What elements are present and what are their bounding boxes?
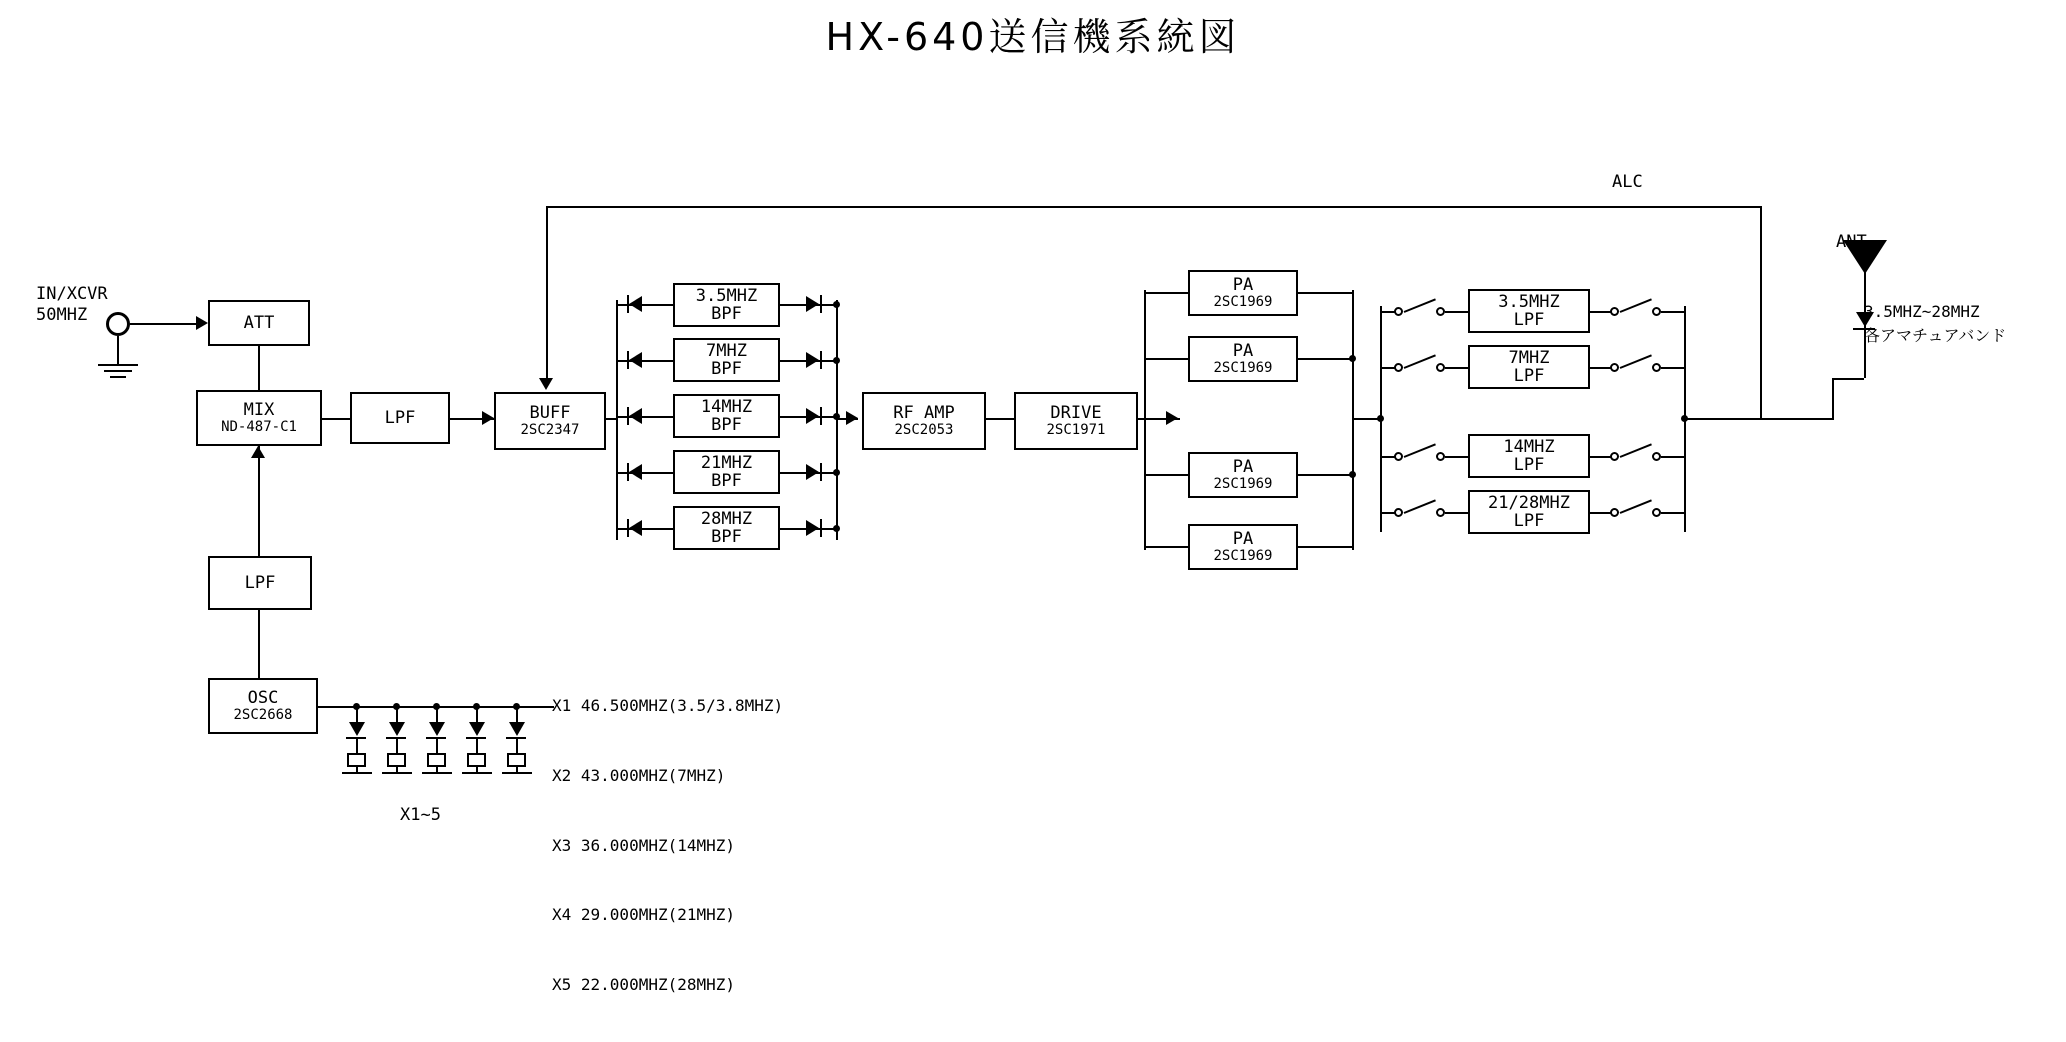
diode-icon-1 (349, 722, 365, 736)
diode-bar-bpf-in-3 (627, 407, 629, 425)
wire-lpfsw-out-1b (1661, 311, 1684, 313)
arrow-drive-pa (1166, 411, 1178, 425)
diode-bar-bpf-out-1 (820, 295, 822, 313)
diode-icon-bpf-out-3 (806, 408, 819, 424)
wire-rfamp-drive (986, 418, 1014, 420)
switch-node-in-2a[interactable] (1394, 363, 1403, 372)
switch-node-out-3b[interactable] (1652, 452, 1661, 461)
wire-lpfsw-in-3b (1445, 456, 1468, 458)
switch-arm-in-4[interactable] (1404, 499, 1436, 514)
wire-lpfsw-out-2b (1661, 367, 1684, 369)
crystal-list-item-2: X2 43.000MHZ(7MHZ) (552, 765, 726, 785)
wire-lpfsw-in-4b (1445, 512, 1468, 514)
wire-alc-tap (1760, 206, 1762, 418)
crystal-list-item-3: X3 36.000MHZ(14MHZ) (552, 835, 736, 855)
switch-node-out-4a[interactable] (1610, 508, 1619, 517)
block-lpf-osc[interactable]: LPF (208, 556, 312, 610)
wire-pa-out-1 (1298, 292, 1352, 294)
crystal-icon-3 (427, 753, 446, 767)
diode-bar-bpf-in-2 (627, 351, 629, 369)
switch-node-in-1a[interactable] (1394, 307, 1403, 316)
wire-att-mix (258, 346, 260, 390)
switch-node-in-3b[interactable] (1436, 452, 1445, 461)
diode-icon-bpf-out-1 (806, 296, 819, 312)
wire-lpfsw-out-3a (1590, 456, 1612, 458)
wire-bpf-in-5 (616, 528, 673, 530)
wire-mix-lpfosc (258, 446, 260, 556)
diode-bar-bpf-out-3 (820, 407, 822, 425)
block-bpf-21[interactable]: 21MHZ BPF (673, 450, 780, 494)
arrow-lpfosc-mix (251, 446, 265, 458)
wire-mix-lpf (322, 418, 350, 420)
antenna-band-note (1864, 300, 2006, 348)
crystal-lead-2 (396, 767, 398, 772)
block-lpf-3p5[interactable]: 3.5MHZ LPF (1468, 289, 1590, 333)
switch-node-in-3a[interactable] (1394, 452, 1403, 461)
wire-alc-buff (546, 206, 548, 378)
ground-icon-bar2 (104, 370, 132, 372)
crystal-plate-2 (382, 772, 412, 774)
wire-lpfsw-out-4b (1661, 512, 1684, 514)
node-bpf-out-2 (833, 357, 840, 364)
page-title: HX-640送信機系統図 (825, 15, 1241, 59)
diode-icon-bpf-out-2 (806, 352, 819, 368)
block-buff[interactable]: BUFF 2SC2347 (494, 392, 606, 450)
wire-lpfsw-out-2a (1590, 367, 1612, 369)
wire-lpfsw-out-1a (1590, 311, 1612, 313)
diode-icon-bpf-out-4 (806, 464, 819, 480)
switch-node-in-2b[interactable] (1436, 363, 1445, 372)
input-connector-icon (106, 312, 130, 336)
crystal-icon-1 (347, 753, 366, 767)
diode-bar-bpf-in-1 (627, 295, 629, 313)
diode-icon-bpf-in-3 (629, 408, 642, 424)
node-pa-out-3 (1349, 471, 1356, 478)
crystal-list-item-1: X1 46.500MHZ(3.5/3.8MHZ) (552, 696, 784, 716)
block-pa-4[interactable]: PA 2SC1969 (1188, 524, 1298, 570)
switch-arm-out-1[interactable] (1620, 298, 1652, 313)
wire-lpfsw-in-2b (1445, 367, 1468, 369)
block-pa-3[interactable]: PA 2SC1969 (1188, 452, 1298, 498)
arrow-input-att (196, 316, 208, 330)
arrow-alc-buff (539, 378, 553, 390)
diode-icon-bpf-in-5 (629, 520, 642, 536)
switch-arm-out-2[interactable] (1620, 354, 1652, 369)
diode-bar-bpf-out-2 (820, 351, 822, 369)
block-bpf-28[interactable]: 28MHZ BPF (673, 506, 780, 550)
ant-label-visible: ANT (1836, 232, 1867, 252)
switch-node-out-1b[interactable] (1652, 307, 1661, 316)
antenna-band-note-line1: 3.5MHZ~28MHZ (1864, 302, 1980, 321)
crystal-plate-4 (462, 772, 492, 774)
wire-pa-in-2 (1144, 358, 1188, 360)
block-pa-1[interactable]: PA 2SC1969 (1188, 270, 1298, 316)
switch-arm-in-2[interactable] (1404, 354, 1436, 369)
alc-label: ALC (1612, 172, 1643, 192)
crystal-plate-5 (502, 772, 532, 774)
wire-lpfsw-out-4a (1590, 512, 1612, 514)
wire-lpfsw-out-3b (1661, 456, 1684, 458)
wire-bpf-in-2 (616, 360, 673, 362)
block-lpf-14[interactable]: 14MHZ LPF (1468, 434, 1590, 478)
xtal-stem-1b (356, 737, 358, 753)
diode-icon-bpf-in-2 (629, 352, 642, 368)
switch-node-out-2b[interactable] (1652, 363, 1661, 372)
xtal-stem-2b (396, 737, 398, 753)
switch-arm-in-1[interactable] (1404, 298, 1436, 313)
crystal-icon-4 (467, 753, 486, 767)
switch-arm-in-3[interactable] (1404, 443, 1436, 458)
bpf-output-bus (836, 300, 838, 540)
block-bpf-3p5[interactable]: 3.5MHZ BPF (673, 283, 780, 327)
block-lpf-7[interactable]: 7MHZ LPF (1468, 345, 1590, 389)
diode-icon-bpf-in-1 (629, 296, 642, 312)
diode-bar-bpf-out-4 (820, 463, 822, 481)
wire-pa-lpfbank (1352, 418, 1380, 420)
arrow-bpf-rfamp (846, 411, 858, 425)
wire-bpf-in-3 (616, 416, 673, 418)
crystal-list (552, 648, 783, 1042)
diode-icon-2 (389, 722, 405, 736)
crystal-lead-1 (356, 767, 358, 772)
arrow-lpf-buff (482, 411, 494, 425)
block-att[interactable]: ATT (208, 300, 310, 346)
diode-bar-bpf-in-4 (627, 463, 629, 481)
wire-ant-riser (1832, 378, 1834, 418)
wire-pa-in-4 (1144, 546, 1188, 548)
block-osc[interactable]: OSC 2SC2668 (208, 678, 318, 734)
diode-icon-bpf-in-4 (629, 464, 642, 480)
crystal-lead-4 (476, 767, 478, 772)
xtal-stem-4b (476, 737, 478, 753)
switch-node-out-1a[interactable] (1610, 307, 1619, 316)
switch-node-out-4b[interactable] (1652, 508, 1661, 517)
ground-icon-bar1 (98, 364, 138, 366)
ground-icon-bar3 (110, 376, 126, 378)
wire-pa-in-3 (1144, 474, 1188, 476)
diode-bar-bpf-in-5 (627, 519, 629, 537)
switch-node-out-3a[interactable] (1610, 452, 1619, 461)
wire-osc-lpfosc (258, 610, 260, 678)
node-lpf-input-bus (1377, 415, 1384, 422)
wire-alc-run (546, 206, 1762, 208)
node-bpf-out-1 (833, 301, 840, 308)
antenna-band-note-line2: 各アマチュアバンド (1864, 326, 2007, 345)
block-bpf-7[interactable]: 7MHZ BPF (673, 338, 780, 382)
diode-icon-bpf-out-5 (806, 520, 819, 536)
switch-arm-out-4[interactable] (1620, 499, 1652, 514)
crystal-icon-2 (387, 753, 406, 767)
block-mix[interactable]: MIX ND-487-C1 (196, 390, 322, 446)
block-lpf-mix[interactable]: LPF (350, 392, 450, 444)
pa-output-bus (1352, 290, 1354, 550)
switch-node-in-1b[interactable] (1436, 307, 1445, 316)
wire-pa-in-1 (1144, 292, 1188, 294)
diode-icon-4 (469, 722, 485, 736)
wire-ant-detector-arm (1832, 378, 1864, 380)
block-lpf-2128[interactable]: 21/28MHZ LPF (1468, 490, 1590, 534)
block-drive[interactable]: DRIVE 2SC1971 (1014, 392, 1138, 450)
wire-bpf-in-4 (616, 472, 673, 474)
bpf-input-bus (616, 300, 618, 540)
wire-pa-out-2 (1298, 358, 1352, 360)
wire-lpfsw-in-1b (1445, 311, 1468, 313)
block-pa-2[interactable]: PA 2SC1969 (1188, 336, 1298, 382)
switch-arm-out-3[interactable] (1620, 443, 1652, 458)
wire-lpfbank-ant (1684, 418, 1834, 420)
switch-node-out-2a[interactable] (1610, 363, 1619, 372)
node-bpf-out-4 (833, 469, 840, 476)
switch-node-in-4a[interactable] (1394, 508, 1403, 517)
block-rf-amp[interactable]: RF AMP 2SC2053 (862, 392, 986, 450)
crystal-list-item-5: X5 22.000MHZ(28MHZ) (552, 974, 736, 994)
crystal-lead-3 (436, 767, 438, 772)
node-bpf-out-5 (833, 525, 840, 532)
crystal-plate-3 (422, 772, 452, 774)
wire-bpf-in-1 (616, 304, 673, 306)
diode-icon-3 (429, 722, 445, 736)
diode-bar-bpf-out-5 (820, 519, 822, 537)
input-label: IN/XCVR 50MHZ (36, 284, 108, 326)
xtal-stem-5b (516, 737, 518, 753)
input-ground-stem (117, 336, 119, 364)
block-bpf-14[interactable]: 14MHZ BPF (673, 394, 780, 438)
wire-pa-out-3 (1298, 474, 1352, 476)
wire-buff-bpf (606, 418, 616, 420)
wire-pa-out-4 (1298, 546, 1352, 548)
node-pa-out-2 (1349, 355, 1356, 362)
pa-input-bus (1144, 290, 1146, 550)
diode-icon-5 (509, 722, 525, 736)
crystal-list-item-4: X4 29.000MHZ(21MHZ) (552, 905, 736, 925)
xtal-group-label: X1~5 (400, 805, 441, 825)
xtal-stem-3b (436, 737, 438, 753)
switch-node-in-4b[interactable] (1436, 508, 1445, 517)
crystal-plate-1 (342, 772, 372, 774)
crystal-icon-5 (507, 753, 526, 767)
wire-input-att (130, 323, 200, 325)
crystal-lead-5 (516, 767, 518, 772)
